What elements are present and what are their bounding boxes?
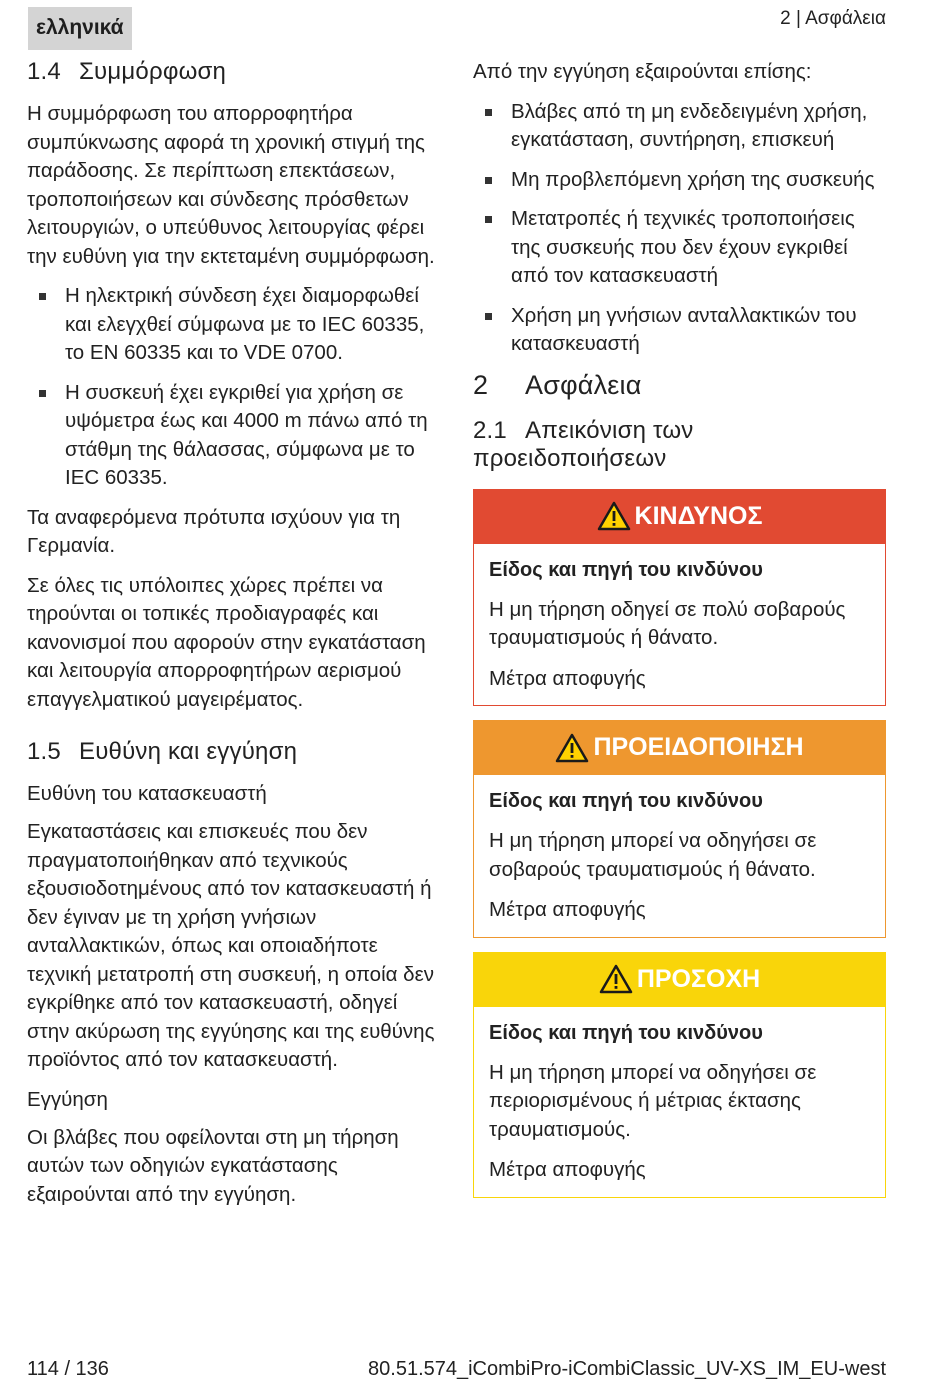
- list-item-text: Βλάβες από τη μη ενδεδειγμένη χρήση, εγκατάσταση, συντήρηση, επισκευή: [511, 99, 868, 151]
- section-title: Συμμόρφωση: [79, 58, 227, 85]
- section-heading-2: [473, 370, 886, 401]
- section-number: 2.1: [473, 416, 507, 444]
- section-title: Ευθύνη και εγγύηση: [79, 738, 298, 765]
- list-item: [473, 205, 886, 291]
- section-number: 1.4: [27, 58, 61, 85]
- left-column: [27, 58, 435, 1220]
- bullet-square-icon: [485, 313, 492, 320]
- hazard-consequence: Η μη τήρηση μπορεί να οδηγήσει σε σοβαρούς τραυματισμούς ή θάνατο.: [489, 829, 817, 881]
- list-item-text: Η ηλεκτρική σύνδεση έχει διαμορφωθεί και ελεγχθεί σύμφωνα με το IEC 60335, το EN 60335 και το VDE 0700.: [65, 284, 425, 364]
- avoidance-measures: Μέτρα αποφυγής: [489, 666, 646, 690]
- hazard-consequence: Η μη τήρηση μπορεί να οδηγήσει σε περιορισμένους ή μέτριας έκτασης τραυματισμούς.: [489, 1060, 817, 1141]
- section-number: 2: [473, 369, 489, 400]
- right-column: [473, 58, 886, 1212]
- warning-box: [473, 720, 886, 938]
- list-item: [27, 379, 435, 493]
- list-item-text: Χρήση μη γνήσιων ανταλλακτικών του κατασκευαστή: [511, 303, 857, 355]
- list-item: [473, 98, 886, 155]
- paragraph-compliance: Η συμμόρφωση του απορροφητήρα συμπύκνωσης αφορά τη χρονική στιγμή της παράδοσης. Σε περίπτωση επεκτάσεων, τροποποιήσεων και σύνδεσης πρόσθετων λειτουργιών, ο υπεύθυνος λειτουργίας φέρει την ευθύνη για την εκτεταμένη συμμόρφωση.: [27, 102, 435, 268]
- caution-box: [473, 952, 886, 1198]
- section-heading-2-1: [473, 417, 886, 473]
- warning-triangle-icon: [599, 964, 633, 994]
- bullet-square-icon: [485, 109, 492, 116]
- danger-content: [473, 544, 886, 707]
- exclusions-bullet-list: [473, 98, 886, 359]
- paragraph-liability: Εγκαταστάσεις και επισκευές που δεν πραγματοποιήθηκαν από τεχνικούς εξουσιοδοτημένους από τον κατασκευαστή ή δεν έγιναν με τη χρήση γνήσιων ανταλλακτικών, όπως και οποιαδήποτε τεχνική μετατροπή στη συσκευή, η οποία δεν εγκρίθηκε από τον κατασκευαστή, οδηγεί στην ακύρωση της εγγύησης και της ευθύνης προϊόντος από τον κατασκευαστή.: [27, 820, 435, 1071]
- subheading-manufacturer-liability: Ευθύνη του κατασκευαστή: [27, 782, 267, 805]
- section-title: Απεικόνιση των προειδοποιήσεων: [473, 416, 694, 472]
- language-tag: ελληνικά: [28, 7, 132, 50]
- avoidance-measures: Μέτρα αποφυγής: [489, 1158, 646, 1181]
- list-item: [473, 302, 886, 359]
- list-item-text: Μετατροπές ή τεχνικές τροποποιήσεις της συσκευής που δεν έχουν εγκριθεί από τον κατασκευαστή: [511, 207, 855, 287]
- subheading-warranty: Εγγύηση: [27, 1087, 108, 1111]
- list-item: [473, 166, 886, 195]
- hazard-kind: Είδος και πηγή του κινδύνου: [489, 1021, 763, 1044]
- warning-triangle-icon: [555, 733, 589, 763]
- danger-box: [473, 489, 886, 707]
- bullet-square-icon: [39, 293, 46, 300]
- paragraph-warranty: Οι βλάβες που οφείλονται στη μη τήρηση αυτών των οδηγιών εγκατάστασης εξαιρούνται από την εγγύηση.: [27, 1125, 399, 1206]
- caution-label: ΠΡΟΣΟΧΗ: [636, 964, 761, 993]
- document-id: 80.51.574_iCombiPro-iCombiClassic_UV-XS_IM_EU-west: [368, 1358, 886, 1380]
- list-item-text: Μη προβλεπόμενη χρήση της συσκευής: [511, 167, 875, 191]
- hazard-kind: Είδος και πηγή του κινδύνου: [489, 558, 763, 581]
- section-heading-1-5: [27, 738, 435, 766]
- danger-label: ΚΙΝΔΥΝΟΣ: [634, 501, 763, 530]
- bullet-square-icon: [485, 216, 492, 223]
- caution-header: [473, 952, 886, 1007]
- warning-content: [473, 775, 886, 938]
- chapter-header: 2 | Ασφάλεια: [780, 8, 886, 29]
- warning-triangle-icon: [597, 501, 631, 531]
- danger-header: [473, 489, 886, 544]
- paragraph-exclusions-intro: Από την εγγύηση εξαιρούνται επίσης:: [473, 60, 812, 83]
- warning-label: ΠΡΟΕΙΔΟΠΟΙΗΣΗ: [593, 733, 804, 761]
- paragraph-other-countries: Σε όλες τις υπόλοιπες χώρες πρέπει να τηρούνται οι τοπικές προδιαγραφές και κανονισμοί που αφορούν στην εγκατάσταση και λειτουργία απορροφητήρων αερισμού επαγγελματικού μαγειρέματος.: [27, 573, 426, 711]
- bullet-square-icon: [485, 177, 492, 184]
- page-number: 114 / 136: [27, 1358, 109, 1380]
- section-title: Ασφάλεια: [525, 369, 642, 400]
- hazard-kind: Είδος και πηγή του κινδύνου: [489, 790, 763, 812]
- list-item: [27, 282, 435, 368]
- warning-header: [473, 720, 886, 775]
- compliance-bullet-list: [27, 282, 435, 493]
- hazard-consequence: Η μη τήρηση οδηγεί σε πολύ σοβαρούς τραυματισμούς ή θάνατο.: [489, 597, 846, 649]
- paragraph-standards-germany: Τα αναφερόμενα πρότυπα ισχύουν για τη Γερμανία.: [27, 505, 401, 557]
- section-number: 1.5: [27, 738, 61, 765]
- section-heading-1-4: [27, 58, 435, 86]
- avoidance-measures: Μέτρα αποφυγής: [489, 898, 646, 921]
- caution-content: [473, 1007, 886, 1198]
- list-item-text: Η συσκευή έχει εγκριθεί για χρήση σε υψόμετρα έως και 4000 m πάνω από τη στάθμη της θάλασσας, σύμφωνα με το IEC 60335.: [65, 380, 428, 489]
- bullet-square-icon: [39, 390, 46, 397]
